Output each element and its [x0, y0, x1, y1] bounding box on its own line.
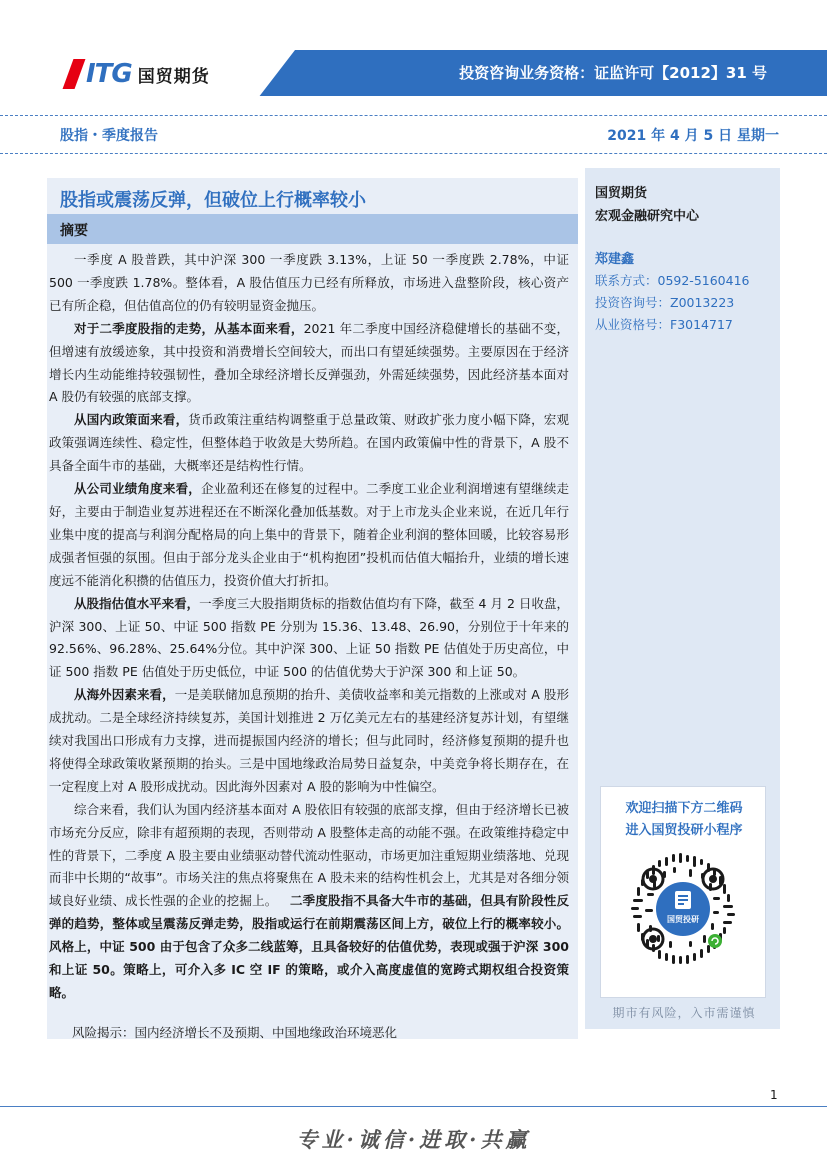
conclusion-bold: 二季度股指不具备大牛市的基础，但具有阶段性反弹的趋势，整体或呈震荡反弹走势，股指或运行在前期震荡区间上方，破位上行的概率较小。风格上，中证 500 由于包含了众多二线蓝筹，且具备较好的估值优势，表现或强于沪深 300 和上证 50。策略上，可介入多 IC 空 IF 的策略，或介入高度虚值的宽跨式期权组合投资策略。 [49, 893, 569, 1000]
header-divider-bottom [0, 153, 827, 154]
qualification-text: 投资咨询业务资格：证监许可【2012】31 号 [459, 64, 767, 82]
paragraph-fundamentals: 对于二季度股指的走势，从基本面来看，2021 年二季度中国经济稳健增长的基础不变，但增速有放缓迹象，其中投资和消费增长空间较大，而出口有望延续强势。主要原因在于经济增长内生动能维持较强韧性，叠加全球经济增长反弹强劲，外需延续强势，因此经济基本面对 A 股仍有较强的底部支撑。 [49, 320, 569, 405]
abstract-bar [47, 214, 578, 244]
analyst-name: 郑建鑫 [595, 252, 635, 267]
company-slogan: 专业·诚信·进取·共赢 [296, 1127, 531, 1152]
paragraph-lead: 从海外因素来看， [74, 687, 175, 703]
qr-subtitle: 进入国贸投研小程序 [625, 823, 743, 838]
paragraph-earnings: 从公司业绩角度来看，企业盈利还在修复的过程中。二季度工业企业利润增速有望继续走好，主要由于制造业复苏进程还在不断深化叠加低基数。对于上市龙头企业来说，在近几年行业集中度的提高与利润分配格局的向上集中的背景下，随着企业利润的整体回暖，比较容易形成强者恒强的氛围。但由于部分龙头企业由于“机构抱团”投机而估值大幅抬升，业绩的增长速度远不能消化积攒的估值压力，投资价值大打折扣。 [49, 481, 569, 588]
paragraph-conclusion: 综合来看，我们认为国内经济基本面对 A 股依旧有较强的底部支撑，但由于经济增长已被市场充分反应，除非有超预期的表现，否则带动 A 股整体走高的动能不强。在政策维持稳定中性的背景下，二季度 A 股主要由业绩驱动替代流动性驱动，市场更加注重短期业绩落地、兑现而非中长期的“故事”。市场关注的焦点将聚焦在 A 股未来的结构性机会上，尤其是对各细分领域良好业绩、成长性强的企业的挖掘上。 二季度股指不具备大牛市的基础，但具有阶段性反弹的趋势，整体或呈震荡反弹走势，股指或运行在前期震荡区间上方，破位上行的概率较小。风格上，中证 500 由于包含了众多二线蓝筹，且具备较好的估值优势，表现或强于沪深 300 和上证 50。策略上，可介入多 IC 空 IF 的策略，或介入高度虚值的宽跨式期权组合投资策略。 [49, 801, 569, 1000]
logo-company-name: 国贸期货 [137, 66, 210, 87]
qr-card [600, 786, 766, 998]
risk-note: 期市有风险，入市需谨慎 [612, 1006, 756, 1020]
paragraph-lead: 从股指估值水平来看， [74, 595, 200, 611]
abstract-label: 摘要 [60, 223, 88, 239]
logo-text: ITG [86, 59, 132, 89]
mini-program-qr-icon[interactable] [623, 849, 743, 969]
sidebar-company: 国贸期货 [595, 186, 648, 201]
report-type: 股指・季度报告 [60, 128, 158, 144]
page-number: 1 [770, 1088, 778, 1102]
risk-disclosure: 风险揭示：国内经济增长不及预期、中国地缘政治环境恶化 [72, 1025, 398, 1040]
paragraph-overseas: 从海外因素来看，一是美联储加息预期的抬升、美债收益率和美元指数的上涨或对 A 股形成扰动。二是全球经济持续复苏，美国计划推进 2 万亿美元左右的基建经济复苏计划，有望继续对我国出口形成有力支撑，进而提振国内经济的增长；但与此同时，经济修复预期的提升也将使得全球政策收紧预期的抬头。三是中国地缘政治局势日益复杂，中美竞争将长期存在，在一定程度上对 A 股形成扰动。因此海外因素对 A 股的影响为中性偏空。 [49, 687, 569, 794]
qr-center-label: 国贸投研 [667, 915, 699, 924]
sidebar-center: 宏观金融研究中心 [595, 209, 700, 224]
logo-mark-icon [64, 59, 84, 89]
report-title: 股指或震荡反弹，但破位上行概率较小 [60, 190, 366, 211]
paragraph-lead: 从公司业绩角度来看， [74, 481, 201, 497]
analyst-contact: 联系方式：0592-5160416 [595, 273, 750, 288]
paragraph-lead: 对于二季度股指的走势，从基本面来看， [74, 320, 304, 336]
analyst-practice-number: 从业资格号：F3014717 [595, 317, 733, 332]
paragraph-overview: 一季度 A 股普跌，其中沪深 300 一季度跌 3.13%，上证 50 一季度跌 2.78%，中证 500 一季度跌 1.78%。整体看，A 股估值压力已经有所释放，市场进入盘整阶段，核心资产已有所企稳，但估值高位的仍有较明显资金抛压。 [49, 252, 569, 313]
company-logo [64, 56, 210, 92]
header-divider-top [0, 115, 827, 116]
qr-title: 欢迎扫描下方二维码 [625, 801, 743, 816]
footer-divider [0, 1106, 827, 1107]
paragraph-valuation: 从股指估值水平来看，一季度三大股指期货标的指数估值均有下降，截至 4 月 2 日收盘，沪深 300、上证 50、中证 500 指数 PE 分别为 15.36、13.48、26.90，分别位于十年来的 92.56%、96.28%、25.64%分位。其中沪深 300、上证 50 指数 PE 估值处于历史高位，中证 500 指数 PE 估值处于历史低位，中证 500 的估值优势大于沪深 300 和上证 50。 [49, 595, 569, 680]
report-date: 2021 年 4 月 5 日 星期一 [607, 128, 779, 144]
paragraph-policy: 从国内政策面来看，货币政策注重结构调整重于总量政策、财政扩张力度小幅下降，宏观政策强调连续性、稳定性，但整体趋于收敛是大势所趋。在国内政策偏中性的背景下，A 股不具备全面牛市的基础，大概率还是结构性行情。 [49, 412, 569, 474]
analyst-advisory-number: 投资咨询号：Z0013223 [595, 295, 735, 310]
abstract-body [49, 249, 569, 1005]
paragraph-lead: 从国内政策面来看， [74, 412, 189, 428]
